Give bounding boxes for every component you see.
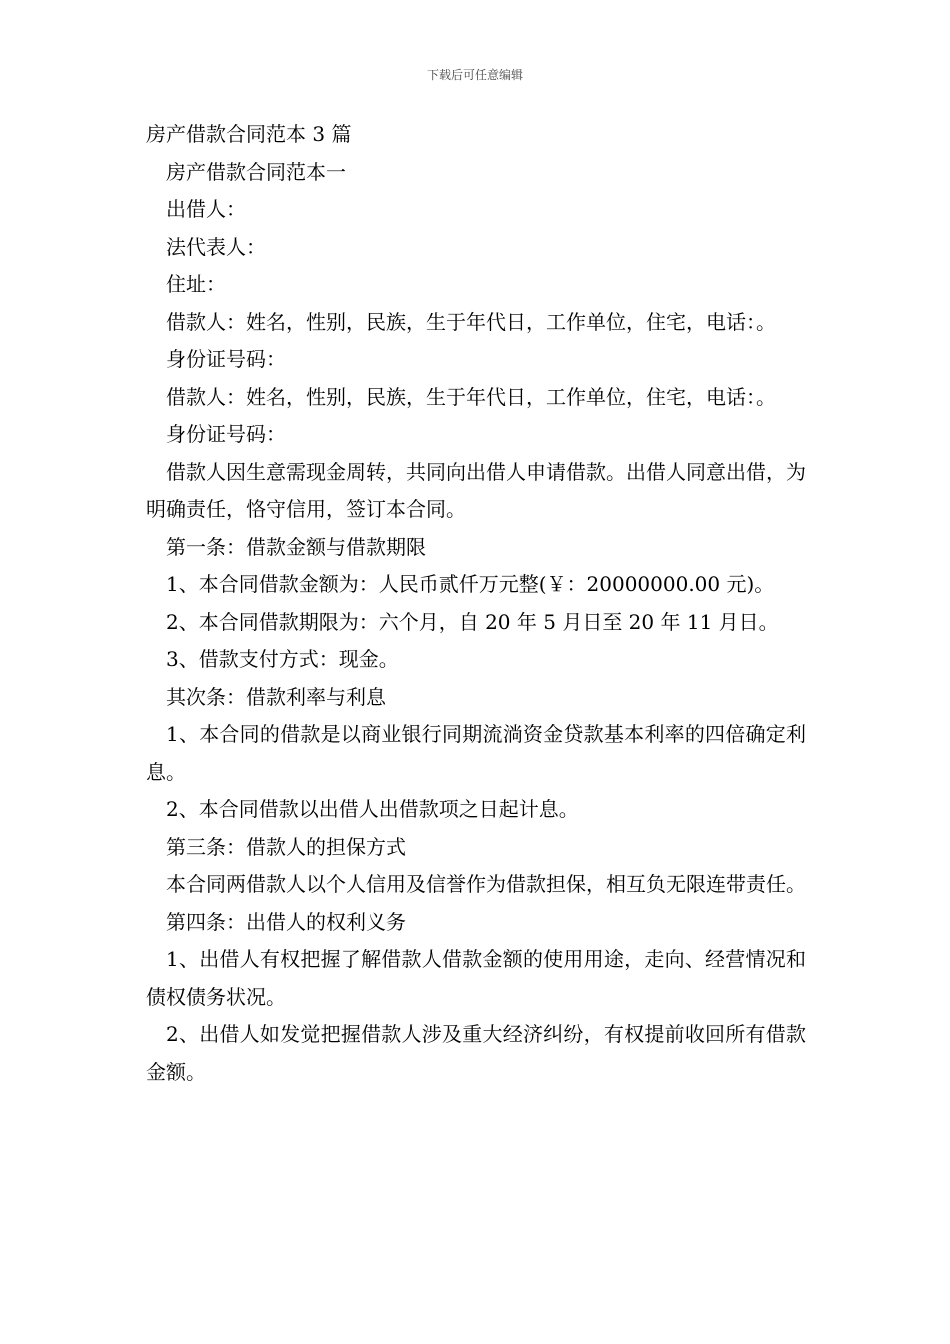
- id-number-field-2: 身份证号码：: [166, 422, 286, 446]
- article-3-heading: 第三条：借款人的担保方式: [166, 834, 406, 859]
- section-heading-contract-one: 房产借款合同范本一: [166, 159, 346, 184]
- page-header: 下载后可任意编辑: [426, 68, 523, 82]
- article-2-item-2: 2、本合同借款以出借人出借款项之日起计息。: [166, 797, 579, 821]
- article-4-heading: 第四条：出借人的权利义务: [166, 909, 406, 934]
- article-2-heading: 其次条：借款利率与利息: [166, 684, 386, 709]
- loan-purpose-paragraph: 借款人因生意需现金周转，共同向出借人申请借款。出借人同意出借，为明确责任，恪守信用，签订本合同。: [146, 459, 806, 521]
- borrower-info-1: 借款人：姓名，性别，民族，生于年代日，工作单位，住宅，电话：。: [166, 309, 776, 334]
- article-2-item-1: 1、本合同的借款是以商业银行同期流淌资金贷款基本利率的四倍确定利息。: [146, 722, 806, 784]
- lender-field: 出借人：: [166, 197, 246, 221]
- borrower-info-2: 借款人：姓名，性别，民族，生于年代日，工作单位，住宅，电话：。: [166, 384, 776, 409]
- article-1-heading: 第一条：借款金额与借款期限: [166, 534, 426, 559]
- article-1-item-2: 2、本合同借款期限为：六个月，自 20 年 5 月日至 20 年 11 月日。: [166, 609, 779, 634]
- document-body: [146, 116, 806, 1091]
- article-4-item-2: 2、出借人如发觉把握借款人涉及重大经济纠纷，有权提前收回所有借款金额。: [146, 1022, 806, 1084]
- article-1-item-1: 1、本合同借款金额为：人民币贰仟万元整(￥：20000000.00 元)。: [166, 572, 775, 596]
- document-title: 房产借款合同范本 3 篇: [146, 122, 352, 146]
- article-1-item-3: 3、借款支付方式：现金。: [166, 647, 399, 671]
- legal-representative-field: 法代表人：: [166, 234, 266, 259]
- article-4-item-1: 1、出借人有权把握了解借款人借款金额的使用用途，走向、经营情况和债权债务状况。: [146, 947, 806, 1009]
- address-field: 住址：: [166, 272, 226, 296]
- article-3-body: 本合同两借款人以个人信用及信誉作为借款担保，相互负无限连带责任。: [166, 872, 806, 896]
- id-number-field-1: 身份证号码：: [166, 347, 286, 371]
